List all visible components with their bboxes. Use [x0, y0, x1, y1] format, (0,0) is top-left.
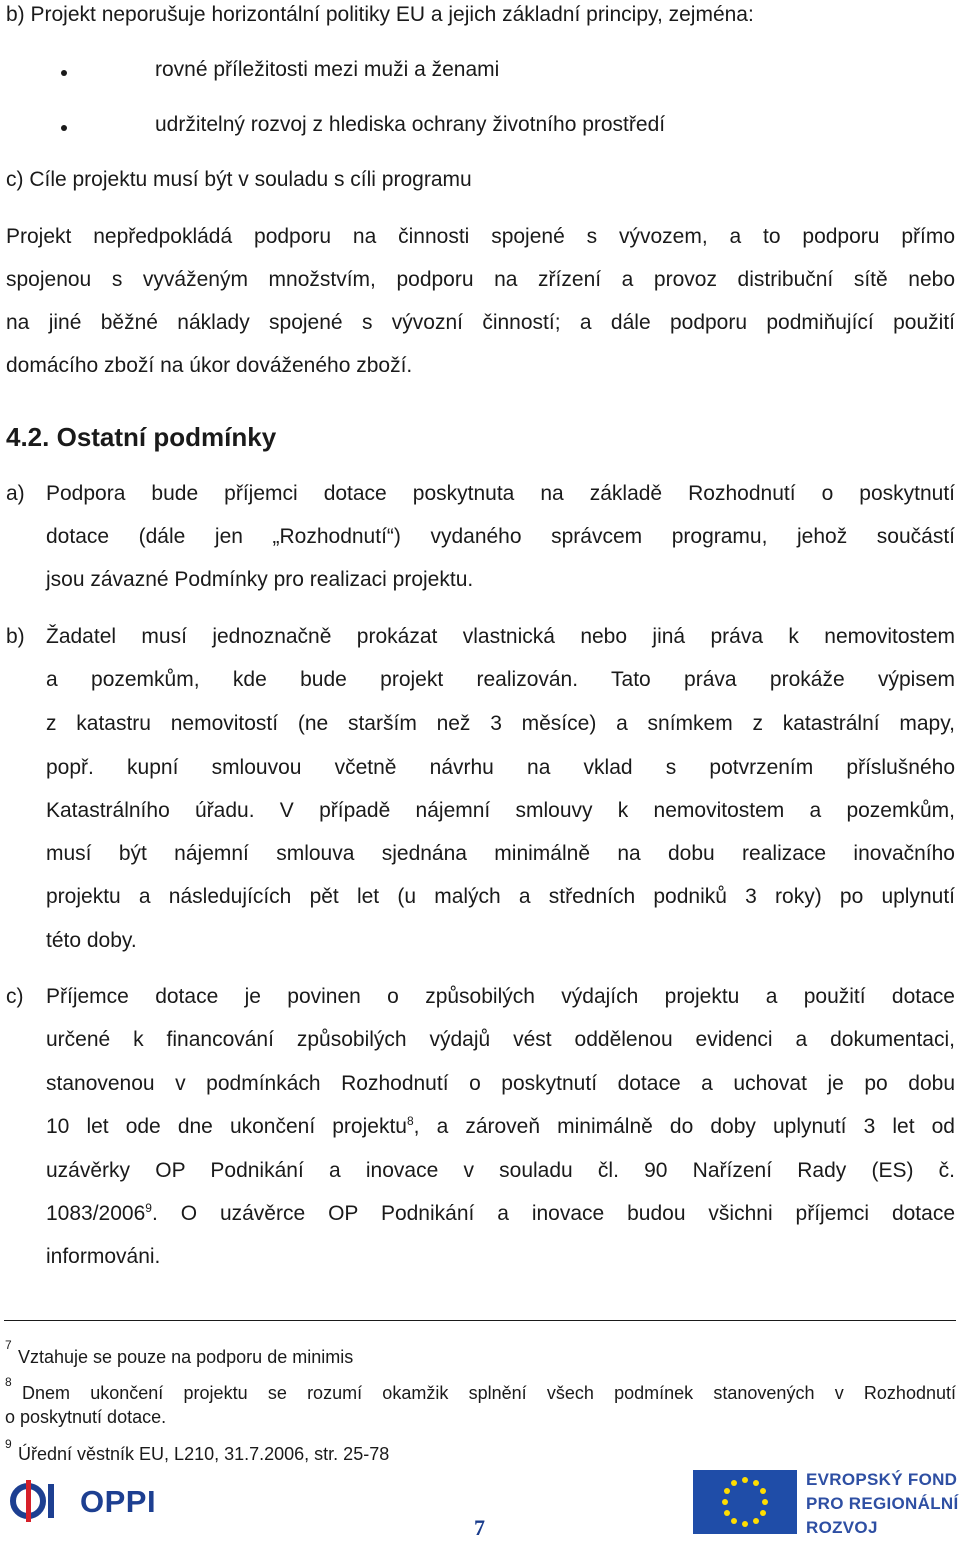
item-c-text: 1083/2006 — [46, 1202, 146, 1225]
section-heading: 4.2. Ostatní podmínky — [6, 422, 277, 452]
footnote-separator — [4, 1320, 956, 1321]
eu-fund-text-line: EVROPSKÝ FOND — [806, 1470, 958, 1489]
oppi-logo-text: OPPI — [80, 1484, 157, 1519]
item-label: b) — [6, 625, 25, 648]
item-c-line: informováni. — [46, 1245, 161, 1268]
item-b-line: této doby. — [46, 929, 137, 952]
item-b-line: Katastrálního úřadu. V případě nájemní smlouvy k nemovitostem a pozemkům, — [46, 799, 955, 822]
item-c-text: , a zároveň minimálně do doby uplynutí 3 let od — [413, 1115, 955, 1138]
footnote-text: Dnem ukončení projektu se rozumí okamžik splnění všech podmínek stanovených v Rozhodnutí — [22, 1383, 956, 1403]
support-paragraph-line: na jiné běžné náklady spojené s vývozní činností; a dále podporu podmiňující použití — [6, 311, 955, 334]
footnote-mark: 9 — [5, 1437, 12, 1451]
footnote-text-continued: o poskytnutí dotace. — [5, 1407, 167, 1427]
eu-flag — [693, 1470, 797, 1534]
bullet-icon — [61, 70, 67, 76]
item-b-line: projektu a následujících pět let (u malých a středních podniků 3 roky) po uplynutí — [46, 885, 955, 908]
bullet-item-sustainable-development: udržitelný rozvoj z hlediska ochrany životního prostředí — [155, 113, 666, 136]
support-paragraph-line: Projekt nepředpokládá podporu na činnosti spojené s vývozem, a to podporu přímo — [6, 225, 955, 248]
item-c-line-with-footnote — [46, 1114, 955, 1140]
footnote-text: Úřední věstník EU, L210, 31.7.2006, str. 25-78 — [18, 1444, 390, 1464]
page-number: 7 — [474, 1515, 485, 1540]
support-paragraph-line: domácího zboží na úkor dováženého zboží. — [6, 354, 413, 377]
bullet-icon — [61, 125, 67, 131]
item-c-line: Příjemce dotace je povinen o způsobilých výdajích projektu a použití dotace — [46, 985, 955, 1008]
item-a-line: dotace (dále jen „Rozhodnutí“) vydaného správcem programu, jehož součástí — [46, 525, 955, 548]
item-c-line: uzávěrky OP Podnikání a inovace v souladu čl. 90 Nařízení Rady (ES) č. — [46, 1159, 955, 1182]
item-c-text: 10 let ode dne ukončení projektu — [46, 1115, 407, 1138]
footnote-ref-9[interactable]: 9 — [145, 1201, 152, 1215]
item-b-line: musí být nájemní smlouva sjednána minimálně na dobu realizace inovačního — [46, 842, 955, 865]
item-b-line: z katastru nemovitostí (ne starším než 3 měsíce) a snímkem z katastrální mapy, — [46, 712, 955, 735]
item-b-horizontal-policies: b) Projekt neporušuje horizontální politiky EU a jejich základní principy, zejména: — [6, 3, 754, 26]
bullet-item-equal-opportunities: rovné příležitosti mezi muži a ženami — [155, 58, 500, 81]
support-paragraph-line: spojenou s vyváženým množstvím, podporu na zřízení a provoz distribuční sítě nebo — [6, 268, 955, 291]
item-c-text: . O uzávěrce OP Podnikání a inovace budou všichni příjemci dotace — [151, 1202, 955, 1225]
oppi-logo — [10, 1476, 180, 1526]
item-c-line: stanovenou v podmínkách Rozhodnutí o poskytnutí dotace a uchovat je po dobu — [46, 1072, 955, 1095]
footnote-text: Vztahuje se pouze na podporu de minimis — [18, 1347, 354, 1367]
footnote-ref-8[interactable]: 8 — [406, 1114, 414, 1128]
footnote-mark: 8 — [5, 1375, 12, 1389]
item-c-line: určené k financování způsobilých výdajů vést oddělenou evidenci a dokumentaci, — [46, 1028, 955, 1051]
item-c-project-goals: c) Cíle projektu musí být v souladu s cíli programu — [6, 168, 472, 191]
eu-flag-icon — [693, 1470, 797, 1534]
oppi-emblem-icon — [10, 1476, 70, 1526]
item-c-line-with-footnote — [46, 1201, 955, 1227]
eu-fund-text-line: PRO REGIONÁLNÍ — [806, 1494, 959, 1513]
item-b-line: popř. kupní smlouvou včetně návrhu na vklad s potvrzením příslušného — [46, 756, 955, 779]
item-b-line: a pozemkům, kde bude projekt realizován. Tato práva prokáže výpisem — [46, 668, 955, 691]
item-a-line: Podpora bude příjemci dotace poskytnuta na základě Rozhodnutí o poskytnutí — [46, 482, 955, 505]
item-label: c) — [6, 985, 24, 1008]
footnote-mark: 7 — [5, 1338, 12, 1352]
eu-fund-text-line: ROZVOJ — [806, 1518, 878, 1537]
item-label: a) — [6, 482, 25, 505]
item-b-line: Žadatel musí jednoznačně prokázat vlastnická nebo jiná práva k nemovitostem — [46, 625, 955, 648]
item-a-line: jsou závazné Podmínky pro realizaci projektu. — [46, 568, 474, 591]
